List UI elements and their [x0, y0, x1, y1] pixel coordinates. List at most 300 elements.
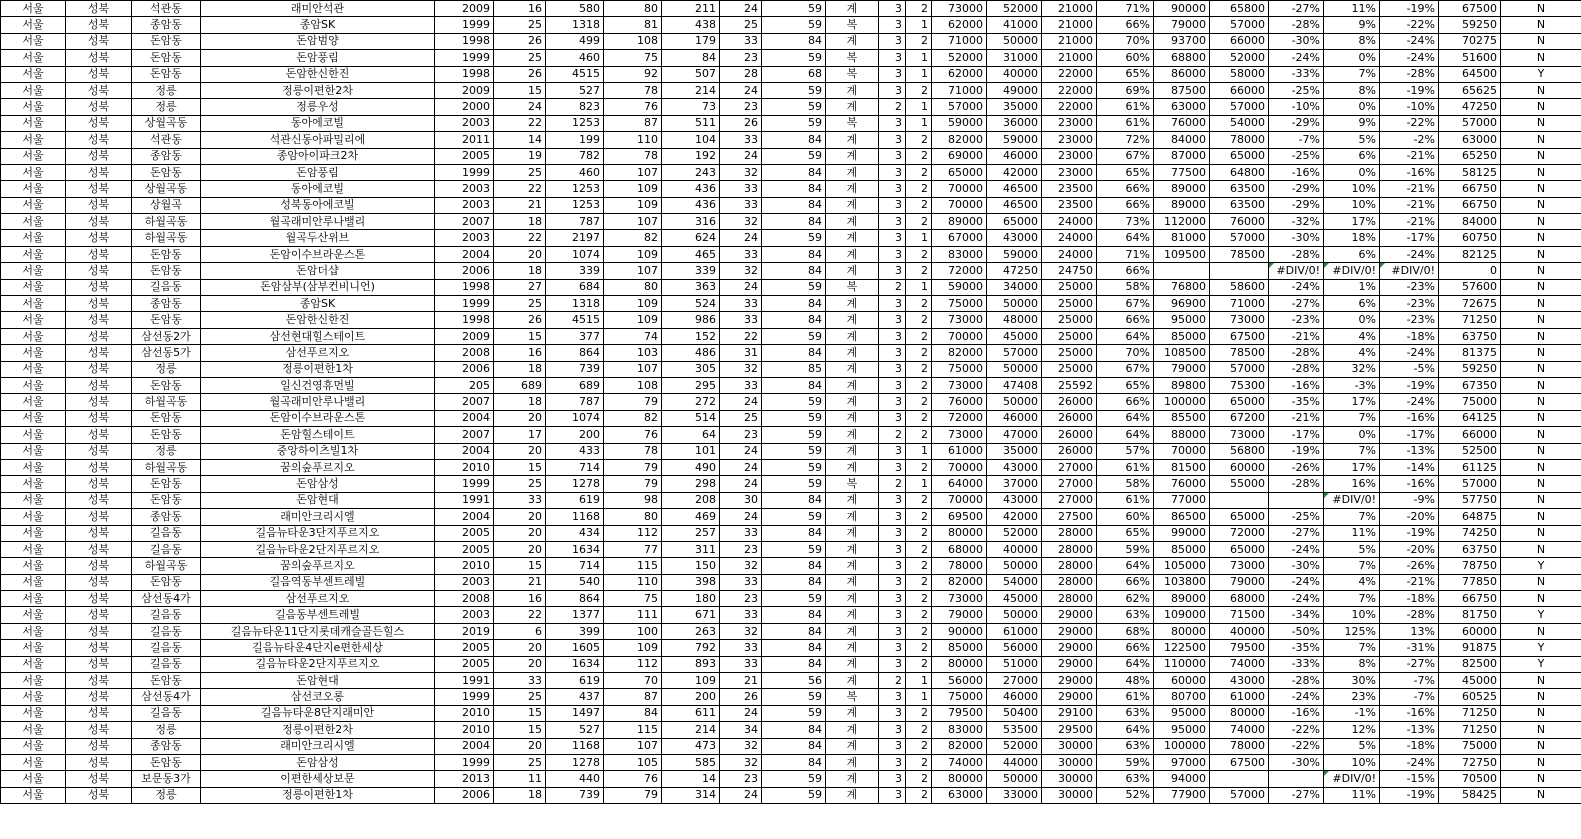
table-cell[interactable]: -13%: [1380, 443, 1439, 459]
table-cell[interactable]: N: [1501, 705, 1581, 721]
table-cell[interactable]: 돈암한신한진: [201, 312, 435, 328]
table-cell[interactable]: 714: [546, 459, 604, 475]
table-cell[interactable]: #DIV/0!: [1324, 492, 1380, 508]
table-cell[interactable]: 3: [879, 754, 906, 770]
table-cell[interactable]: 60%: [1097, 509, 1154, 525]
table-cell[interactable]: 길음동: [132, 656, 201, 672]
table-cell[interactable]: 27: [494, 279, 546, 295]
table-cell[interactable]: 295: [662, 377, 720, 393]
table-cell[interactable]: 래미안석관: [201, 1, 435, 17]
table-cell[interactable]: 72000: [932, 263, 987, 279]
table-cell[interactable]: 복: [826, 476, 879, 492]
table-cell[interactable]: 46500: [987, 181, 1042, 197]
table-cell[interactable]: 64%: [1097, 230, 1154, 246]
table-cell[interactable]: 1377: [546, 607, 604, 623]
table-cell[interactable]: 2010: [435, 722, 494, 738]
table-cell[interactable]: 계: [826, 656, 879, 672]
table-cell[interactable]: 95000: [1154, 705, 1210, 721]
table-cell[interactable]: 11%: [1324, 525, 1380, 541]
table-cell[interactable]: 2: [906, 214, 932, 230]
table-cell[interactable]: 2: [906, 377, 932, 393]
table-cell[interactable]: 3: [879, 410, 906, 426]
table-cell[interactable]: 0%: [1324, 164, 1380, 180]
table-cell[interactable]: 2004: [435, 738, 494, 754]
table-cell[interactable]: 58%: [1097, 279, 1154, 295]
table-cell[interactable]: 계: [826, 443, 879, 459]
table-cell[interactable]: 서울: [1, 410, 66, 426]
table-cell[interactable]: 94000: [1154, 771, 1210, 787]
table-cell[interactable]: 200: [546, 427, 604, 443]
table-cell[interactable]: 24: [720, 443, 762, 459]
table-cell[interactable]: 27000: [987, 673, 1042, 689]
table-cell[interactable]: 84: [762, 754, 826, 770]
table-cell[interactable]: 107: [604, 214, 662, 230]
table-cell[interactable]: 0%: [1324, 50, 1380, 66]
table-cell[interactable]: 611: [662, 705, 720, 721]
table-cell[interactable]: 1991: [435, 673, 494, 689]
table-cell[interactable]: 77900: [1154, 787, 1210, 803]
table-cell[interactable]: 2008: [435, 345, 494, 361]
table-cell[interactable]: 70000: [932, 459, 987, 475]
table-cell[interactable]: [1154, 263, 1210, 279]
table-cell[interactable]: 68000: [932, 541, 987, 557]
table-cell[interactable]: 109: [604, 296, 662, 312]
table-cell[interactable]: N: [1501, 673, 1581, 689]
table-cell[interactable]: 56800: [1210, 443, 1269, 459]
table-cell[interactable]: 서울: [1, 296, 66, 312]
table-cell[interactable]: 199: [546, 132, 604, 148]
table-cell[interactable]: 서울: [1, 476, 66, 492]
table-cell[interactable]: 30000: [1042, 771, 1097, 787]
table-cell[interactable]: 79000: [1154, 17, 1210, 33]
table-cell[interactable]: 110000: [1154, 656, 1210, 672]
table-cell[interactable]: 성북: [66, 525, 132, 541]
table-cell[interactable]: 25: [494, 50, 546, 66]
table-cell[interactable]: 1991: [435, 492, 494, 508]
table-cell[interactable]: 24: [720, 279, 762, 295]
table-cell[interactable]: [1269, 492, 1324, 508]
table-cell[interactable]: 돈암동: [132, 377, 201, 393]
table-cell[interactable]: 계: [826, 263, 879, 279]
table-cell[interactable]: N: [1501, 230, 1581, 246]
table-cell[interactable]: 377: [546, 328, 604, 344]
table-cell[interactable]: 서울: [1, 1, 66, 17]
table-cell[interactable]: 23000: [1042, 132, 1097, 148]
table-cell[interactable]: 돈암이수브라운스톤: [201, 246, 435, 262]
table-cell[interactable]: 7%: [1324, 66, 1380, 82]
table-cell[interactable]: 성북: [66, 541, 132, 557]
table-cell[interactable]: 1999: [435, 754, 494, 770]
table-cell[interactable]: 33000: [987, 787, 1042, 803]
table-cell[interactable]: -27%: [1269, 296, 1324, 312]
table-cell[interactable]: 73000: [1210, 312, 1269, 328]
table-cell[interactable]: 28000: [1042, 541, 1097, 557]
table-cell[interactable]: 17%: [1324, 394, 1380, 410]
table-cell[interactable]: 21000: [1042, 50, 1097, 66]
table-cell[interactable]: 1278: [546, 476, 604, 492]
table-cell[interactable]: -17%: [1269, 427, 1324, 443]
table-cell[interactable]: 24: [720, 459, 762, 475]
table-cell[interactable]: N: [1501, 328, 1581, 344]
table-cell[interactable]: 80700: [1154, 689, 1210, 705]
table-cell[interactable]: 2005: [435, 148, 494, 164]
table-cell[interactable]: 18: [494, 214, 546, 230]
table-cell[interactable]: N: [1501, 197, 1581, 213]
table-cell[interactable]: 돈암풍림: [201, 50, 435, 66]
table-cell[interactable]: N: [1501, 312, 1581, 328]
table-cell[interactable]: 32: [720, 263, 762, 279]
table-cell[interactable]: 서울: [1, 263, 66, 279]
table-cell[interactable]: 25000: [1042, 296, 1097, 312]
table-cell[interactable]: 79500: [1210, 640, 1269, 656]
table-cell[interactable]: 84: [762, 656, 826, 672]
table-cell[interactable]: 28000: [1042, 591, 1097, 607]
table-cell[interactable]: 21000: [1042, 33, 1097, 49]
table-cell[interactable]: 2003: [435, 607, 494, 623]
table-cell[interactable]: 298: [662, 476, 720, 492]
table-cell[interactable]: -26%: [1269, 459, 1324, 475]
table-cell[interactable]: 59: [762, 443, 826, 459]
table-cell[interactable]: -30%: [1269, 230, 1324, 246]
table-cell[interactable]: 3: [879, 738, 906, 754]
table-cell[interactable]: 종암동: [132, 509, 201, 525]
table-cell[interactable]: 26000: [1042, 443, 1097, 459]
table-cell[interactable]: 64000: [932, 476, 987, 492]
table-cell[interactable]: 70275: [1439, 33, 1501, 49]
table-cell[interactable]: 101: [662, 443, 720, 459]
table-cell[interactable]: 86500: [1154, 509, 1210, 525]
table-cell[interactable]: 2: [879, 427, 906, 443]
table-cell[interactable]: 2007: [435, 427, 494, 443]
table-cell[interactable]: -24%: [1380, 50, 1439, 66]
table-cell[interactable]: 33: [720, 607, 762, 623]
table-cell[interactable]: 78: [604, 443, 662, 459]
table-cell[interactable]: 2: [906, 541, 932, 557]
table-cell[interactable]: -21%: [1380, 574, 1439, 590]
table-cell[interactable]: 성북: [66, 82, 132, 98]
table-cell[interactable]: 서울: [1, 181, 66, 197]
table-cell[interactable]: 서울: [1, 82, 66, 98]
table-cell[interactable]: 59: [762, 459, 826, 475]
table-cell[interactable]: 23000: [1042, 148, 1097, 164]
table-cell[interactable]: 0: [1439, 263, 1501, 279]
table-cell[interactable]: 46000: [987, 410, 1042, 426]
table-cell[interactable]: 4%: [1324, 345, 1380, 361]
table-cell[interactable]: 63%: [1097, 607, 1154, 623]
table-cell[interactable]: 57000: [1210, 230, 1269, 246]
table-cell[interactable]: 서울: [1, 197, 66, 213]
table-cell[interactable]: 26: [720, 115, 762, 131]
table-cell[interactable]: 60525: [1439, 689, 1501, 705]
table-cell[interactable]: 24: [720, 230, 762, 246]
table-cell[interactable]: 59%: [1097, 541, 1154, 557]
table-cell[interactable]: 125%: [1324, 623, 1380, 639]
table-cell[interactable]: 1999: [435, 164, 494, 180]
table-cell[interactable]: 2: [906, 722, 932, 738]
table-cell[interactable]: 2: [906, 164, 932, 180]
table-cell[interactable]: 상월곡동: [132, 115, 201, 131]
table-cell[interactable]: 66000: [1210, 33, 1269, 49]
table-cell[interactable]: 월곡두산위브: [201, 230, 435, 246]
table-cell[interactable]: 성북: [66, 263, 132, 279]
table-cell[interactable]: 2: [906, 754, 932, 770]
table-cell[interactable]: 71000: [932, 82, 987, 98]
table-cell[interactable]: 계: [826, 607, 879, 623]
table-cell[interactable]: 2009: [435, 328, 494, 344]
table-cell[interactable]: N: [1501, 115, 1581, 131]
table-cell[interactable]: 돈암삼부(삼부컨비니언): [201, 279, 435, 295]
table-cell[interactable]: 64: [662, 427, 720, 443]
table-cell[interactable]: 27000: [1042, 459, 1097, 475]
table-cell[interactable]: 82000: [932, 132, 987, 148]
table-cell[interactable]: 계: [826, 509, 879, 525]
table-cell[interactable]: 성북: [66, 246, 132, 262]
table-cell[interactable]: 58000: [1210, 66, 1269, 82]
table-cell[interactable]: 179: [662, 33, 720, 49]
table-cell[interactable]: N: [1501, 754, 1581, 770]
table-cell[interactable]: 59: [762, 82, 826, 98]
table-cell[interactable]: 986: [662, 312, 720, 328]
table-cell[interactable]: -16%: [1380, 410, 1439, 426]
table-cell[interactable]: 중앙하이츠빌1차: [201, 443, 435, 459]
table-cell[interactable]: 50000: [987, 296, 1042, 312]
table-cell[interactable]: 59: [762, 509, 826, 525]
table-cell[interactable]: 서울: [1, 132, 66, 148]
table-cell[interactable]: 59: [762, 230, 826, 246]
table-cell[interactable]: 27000: [1042, 492, 1097, 508]
table-cell[interactable]: 성북: [66, 492, 132, 508]
table-cell[interactable]: 15: [494, 328, 546, 344]
table-cell[interactable]: 399: [546, 623, 604, 639]
table-cell[interactable]: 2: [906, 771, 932, 787]
table-cell[interactable]: 복: [826, 689, 879, 705]
table-cell[interactable]: 계: [826, 738, 879, 754]
table-cell[interactable]: 93700: [1154, 33, 1210, 49]
table-cell[interactable]: 서울: [1, 771, 66, 787]
table-cell[interactable]: 76000: [1210, 214, 1269, 230]
table-cell[interactable]: 65000: [1210, 509, 1269, 525]
table-cell[interactable]: 72%: [1097, 132, 1154, 148]
table-cell[interactable]: 24: [720, 394, 762, 410]
table-cell[interactable]: 91875: [1439, 640, 1501, 656]
table-cell[interactable]: 성북: [66, 328, 132, 344]
table-cell[interactable]: 서울: [1, 558, 66, 574]
table-cell[interactable]: N: [1501, 17, 1581, 33]
table-cell[interactable]: 64125: [1439, 410, 1501, 426]
table-cell[interactable]: N: [1501, 394, 1581, 410]
table-cell[interactable]: 길음뉴타운3단지푸르지오: [201, 525, 435, 541]
table-cell[interactable]: Y: [1501, 607, 1581, 623]
table-cell[interactable]: 74000: [1210, 656, 1269, 672]
table-cell[interactable]: 계: [826, 328, 879, 344]
table-cell[interactable]: -19%: [1380, 1, 1439, 17]
table-cell[interactable]: 복: [826, 50, 879, 66]
table-cell[interactable]: 63750: [1439, 541, 1501, 557]
table-cell[interactable]: 3: [879, 394, 906, 410]
table-cell[interactable]: 1253: [546, 197, 604, 213]
table-cell[interactable]: 59%: [1097, 754, 1154, 770]
table-cell[interactable]: 25000: [1042, 361, 1097, 377]
table-cell[interactable]: 돈암동: [132, 427, 201, 443]
table-cell[interactable]: N: [1501, 377, 1581, 393]
table-cell[interactable]: 3: [879, 591, 906, 607]
table-cell[interactable]: 85000: [1154, 541, 1210, 557]
table-cell[interactable]: 59: [762, 427, 826, 443]
table-cell[interactable]: 2: [879, 673, 906, 689]
table-cell[interactable]: 84: [762, 623, 826, 639]
table-cell[interactable]: 1634: [546, 656, 604, 672]
table-cell[interactable]: 511: [662, 115, 720, 131]
table-cell[interactable]: 57000: [987, 345, 1042, 361]
table-cell[interactable]: 22000: [1042, 99, 1097, 115]
table-cell[interactable]: 82: [604, 410, 662, 426]
table-cell[interactable]: 43000: [987, 492, 1042, 508]
table-cell[interactable]: #DIV/0!: [1324, 771, 1380, 787]
table-cell[interactable]: 84: [762, 181, 826, 197]
table-cell[interactable]: 66%: [1097, 197, 1154, 213]
table-cell[interactable]: 66%: [1097, 640, 1154, 656]
table-cell[interactable]: 87000: [1154, 148, 1210, 164]
table-cell[interactable]: 돈암범양: [201, 33, 435, 49]
table-cell[interactable]: 107: [604, 263, 662, 279]
table-cell[interactable]: 524: [662, 296, 720, 312]
table-cell[interactable]: 33: [720, 377, 762, 393]
table-cell[interactable]: 64%: [1097, 427, 1154, 443]
table-cell[interactable]: -29%: [1269, 181, 1324, 197]
table-cell[interactable]: 11%: [1324, 1, 1380, 17]
table-cell[interactable]: 363: [662, 279, 720, 295]
table-cell[interactable]: 67500: [1210, 754, 1269, 770]
table-cell[interactable]: 76000: [932, 394, 987, 410]
table-cell[interactable]: -16%: [1269, 164, 1324, 180]
table-cell[interactable]: 25592: [1042, 377, 1097, 393]
table-cell[interactable]: -21%: [1380, 214, 1439, 230]
table-cell[interactable]: 79000: [932, 607, 987, 623]
table-cell[interactable]: 59: [762, 705, 826, 721]
table-cell[interactable]: 84: [762, 525, 826, 541]
table-cell[interactable]: -16%: [1269, 377, 1324, 393]
table-cell[interactable]: 619: [546, 673, 604, 689]
table-cell[interactable]: 2004: [435, 509, 494, 525]
table-cell[interactable]: 성북: [66, 427, 132, 443]
table-cell[interactable]: 80000: [932, 656, 987, 672]
table-cell[interactable]: 112000: [1154, 214, 1210, 230]
table-cell[interactable]: 서울: [1, 50, 66, 66]
table-cell[interactable]: 래미안크리시엘: [201, 738, 435, 754]
table-cell[interactable]: 계: [826, 705, 879, 721]
table-cell[interactable]: 51600: [1439, 50, 1501, 66]
table-cell[interactable]: 석관동: [132, 132, 201, 148]
table-cell[interactable]: 71000: [1210, 296, 1269, 312]
table-cell[interactable]: #DIV/0!: [1269, 263, 1324, 279]
table-cell[interactable]: 길음동부센트레빌: [201, 607, 435, 623]
table-cell[interactable]: 21: [494, 574, 546, 590]
table-cell[interactable]: 23: [720, 427, 762, 443]
table-cell[interactable]: 37000: [987, 476, 1042, 492]
table-cell[interactable]: 서울: [1, 377, 66, 393]
table-cell[interactable]: N: [1501, 164, 1581, 180]
table-cell[interactable]: 성북: [66, 50, 132, 66]
table-cell[interactable]: 25: [494, 164, 546, 180]
table-cell[interactable]: 52500: [1439, 443, 1501, 459]
table-cell[interactable]: 3: [879, 214, 906, 230]
table-cell[interactable]: 길음뉴타운2단지푸르지오: [201, 656, 435, 672]
table-cell[interactable]: 30%: [1324, 673, 1380, 689]
table-cell[interactable]: 52000: [1210, 50, 1269, 66]
table-cell[interactable]: 2003: [435, 230, 494, 246]
table-cell[interactable]: 삼선코오롱: [201, 689, 435, 705]
table-cell[interactable]: -30%: [1269, 754, 1324, 770]
table-cell[interactable]: 46500: [987, 197, 1042, 213]
table-cell[interactable]: 보문동3가: [132, 771, 201, 787]
table-cell[interactable]: 66%: [1097, 181, 1154, 197]
table-cell[interactable]: 59: [762, 1, 826, 17]
table-cell[interactable]: 2: [906, 427, 932, 443]
table-cell[interactable]: 1168: [546, 509, 604, 525]
table-cell[interactable]: 1278: [546, 754, 604, 770]
table-cell[interactable]: 2003: [435, 115, 494, 131]
table-cell[interactable]: 152: [662, 328, 720, 344]
table-cell[interactable]: 11: [494, 771, 546, 787]
table-cell[interactable]: 6%: [1324, 296, 1380, 312]
table-cell[interactable]: 계: [826, 673, 879, 689]
table-cell[interactable]: 84: [762, 558, 826, 574]
table-cell[interactable]: 2: [906, 197, 932, 213]
table-cell[interactable]: 3: [879, 640, 906, 656]
table-cell[interactable]: 107: [604, 164, 662, 180]
table-cell[interactable]: 71250: [1439, 312, 1501, 328]
table-cell[interactable]: 25: [720, 410, 762, 426]
table-cell[interactable]: 서울: [1, 591, 66, 607]
table-cell[interactable]: 80: [604, 1, 662, 17]
table-cell[interactable]: 성북: [66, 345, 132, 361]
table-cell[interactable]: 23500: [1042, 197, 1097, 213]
table-cell[interactable]: 1: [906, 443, 932, 459]
table-cell[interactable]: 105000: [1154, 558, 1210, 574]
table-cell[interactable]: 서울: [1, 787, 66, 803]
table-cell[interactable]: 29000: [1042, 689, 1097, 705]
table-cell[interactable]: 67%: [1097, 296, 1154, 312]
table-cell[interactable]: 59: [762, 591, 826, 607]
table-cell[interactable]: 성북: [66, 361, 132, 377]
table-cell[interactable]: 서울: [1, 66, 66, 82]
table-cell[interactable]: -25%: [1269, 148, 1324, 164]
table-cell[interactable]: 길음역동부센트레빌: [201, 574, 435, 590]
table-cell[interactable]: -22%: [1380, 17, 1439, 33]
table-cell[interactable]: 돈암동: [132, 263, 201, 279]
table-cell[interactable]: 1605: [546, 640, 604, 656]
table-cell[interactable]: 정릉이편한1차: [201, 787, 435, 803]
table-cell[interactable]: 80000: [1210, 705, 1269, 721]
table-cell[interactable]: 81750: [1439, 607, 1501, 623]
table-cell[interactable]: 81: [604, 17, 662, 33]
table-cell[interactable]: 79: [604, 394, 662, 410]
table-cell[interactable]: N: [1501, 574, 1581, 590]
table-cell[interactable]: 2: [906, 591, 932, 607]
table-cell[interactable]: 종암SK: [201, 296, 435, 312]
table-cell[interactable]: 67350: [1439, 377, 1501, 393]
table-cell[interactable]: N: [1501, 525, 1581, 541]
table-cell[interactable]: 24750: [1042, 263, 1097, 279]
table-cell[interactable]: 433: [546, 443, 604, 459]
table-cell[interactable]: 65000: [1210, 148, 1269, 164]
table-cell[interactable]: -29%: [1269, 115, 1324, 131]
table-cell[interactable]: 12%: [1324, 722, 1380, 738]
table-cell[interactable]: 3: [879, 689, 906, 705]
table-cell[interactable]: 3: [879, 148, 906, 164]
table-cell[interactable]: 78000: [1210, 738, 1269, 754]
table-cell[interactable]: 73000: [1210, 427, 1269, 443]
